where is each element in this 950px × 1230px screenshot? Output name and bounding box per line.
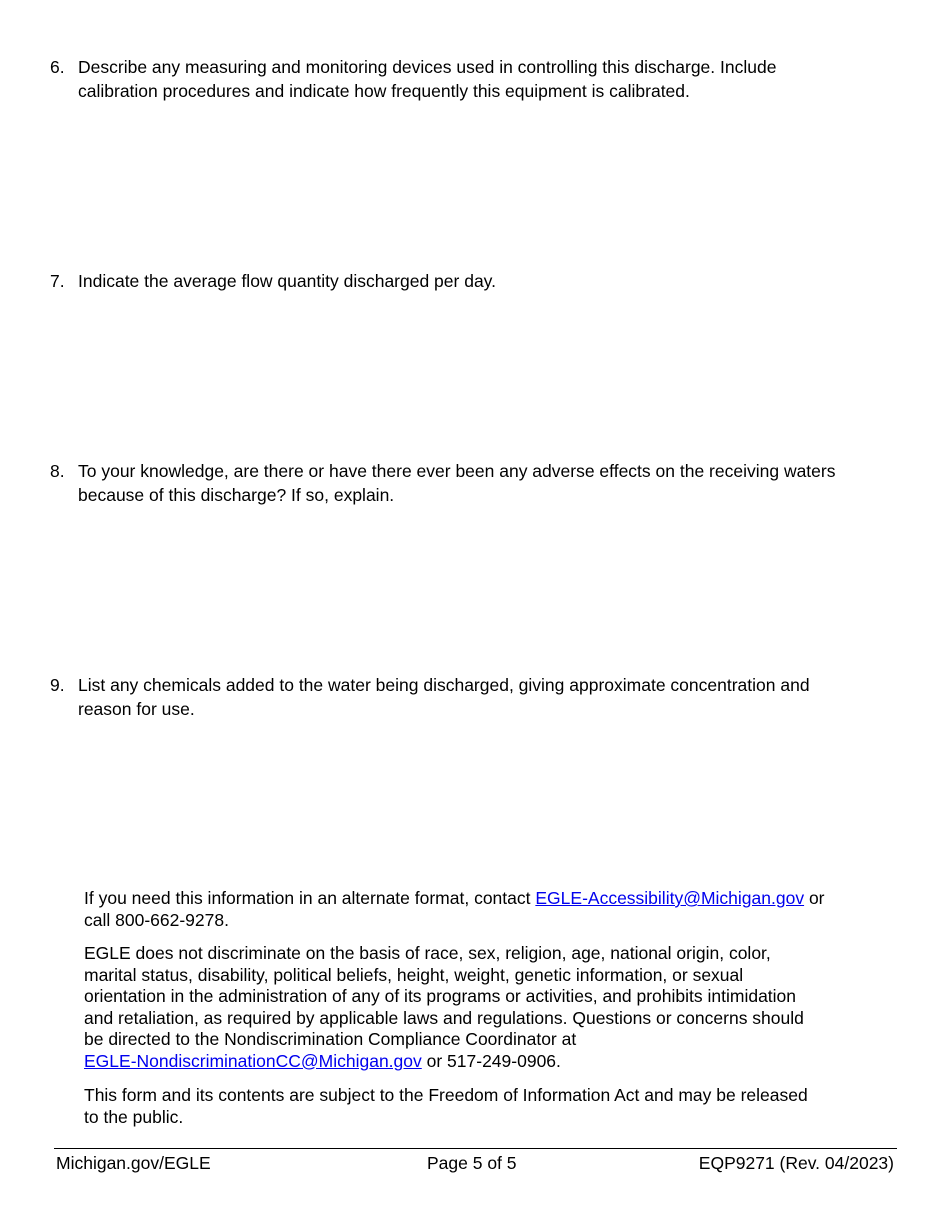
alternate-format-notice — [84, 888, 884, 931]
question-text-line: because of this discharge? If so, explain. — [78, 485, 395, 505]
notice-line: call 800-662-9278. — [84, 909, 229, 930]
notice-text: If you need this information in an alternate format, contact — [84, 888, 536, 908]
question-text-line: To your knowledge, are there or have there ever been any adverse effects on the receiving waters — [78, 461, 836, 481]
foia-notice — [84, 1085, 884, 1128]
notice-line: and retaliation, as required by applicable laws and regulations. Questions or concerns should — [84, 1007, 804, 1028]
notice-line: orientation in the administration of any of its programs or activities, and prohibits intimidation — [84, 986, 797, 1006]
notice-line: This form and its contents are subject to the Freedom of Information Act and may be released — [84, 1085, 808, 1105]
notice-text: or — [804, 888, 825, 908]
question-text-line: Describe any measuring and monitoring devices used in controlling this discharge. Include — [78, 57, 777, 77]
notice-line: marital status, disability, political beliefs, height, weight, genetic information, or sexual — [84, 964, 744, 985]
question-text-line: reason for use. — [78, 699, 195, 719]
notice-line: be directed to the Nondiscrimination Compliance Coordinator at — [84, 1029, 577, 1049]
question-text-line: Indicate the average flow quantity discharged per day. — [78, 271, 496, 291]
question-text-line: List any chemicals added to the water being discharged, giving approximate concentration and — [78, 675, 810, 695]
question-number: 9. — [50, 675, 65, 695]
footer-form-id: EQP9271 (Rev. 04/2023) — [698, 1153, 894, 1173]
notice-line — [84, 1051, 884, 1073]
notice-line — [84, 888, 884, 910]
notice-line: to the public. — [84, 1106, 184, 1127]
footer-divider — [54, 1148, 897, 1149]
question-text-line: calibration procedures and indicate how frequently this equipment is calibrated. — [78, 81, 690, 101]
question-6 — [50, 55, 900, 103]
question-8 — [50, 459, 900, 507]
question-number: 8. — [50, 461, 65, 481]
question-9 — [50, 673, 900, 721]
footer-page-number: Page 5 of 5 — [427, 1153, 517, 1173]
notice-line: EGLE does not discriminate on the basis of race, sex, religion, age, national origin, color, — [84, 943, 771, 963]
question-number: 7. — [50, 271, 65, 291]
question-7 — [50, 269, 900, 293]
question-number: 6. — [50, 57, 65, 77]
nondiscrimination-notice — [84, 943, 884, 1072]
nondiscrimination-email-link[interactable]: EGLE-NondiscriminationCC@Michigan.gov — [84, 1050, 422, 1071]
footer-website: Michigan.gov/EGLE — [56, 1153, 211, 1173]
accessibility-email-link[interactable]: EGLE-Accessibility@Michigan.gov — [535, 888, 805, 908]
notice-text: or 517-249-0906. — [421, 1050, 561, 1071]
